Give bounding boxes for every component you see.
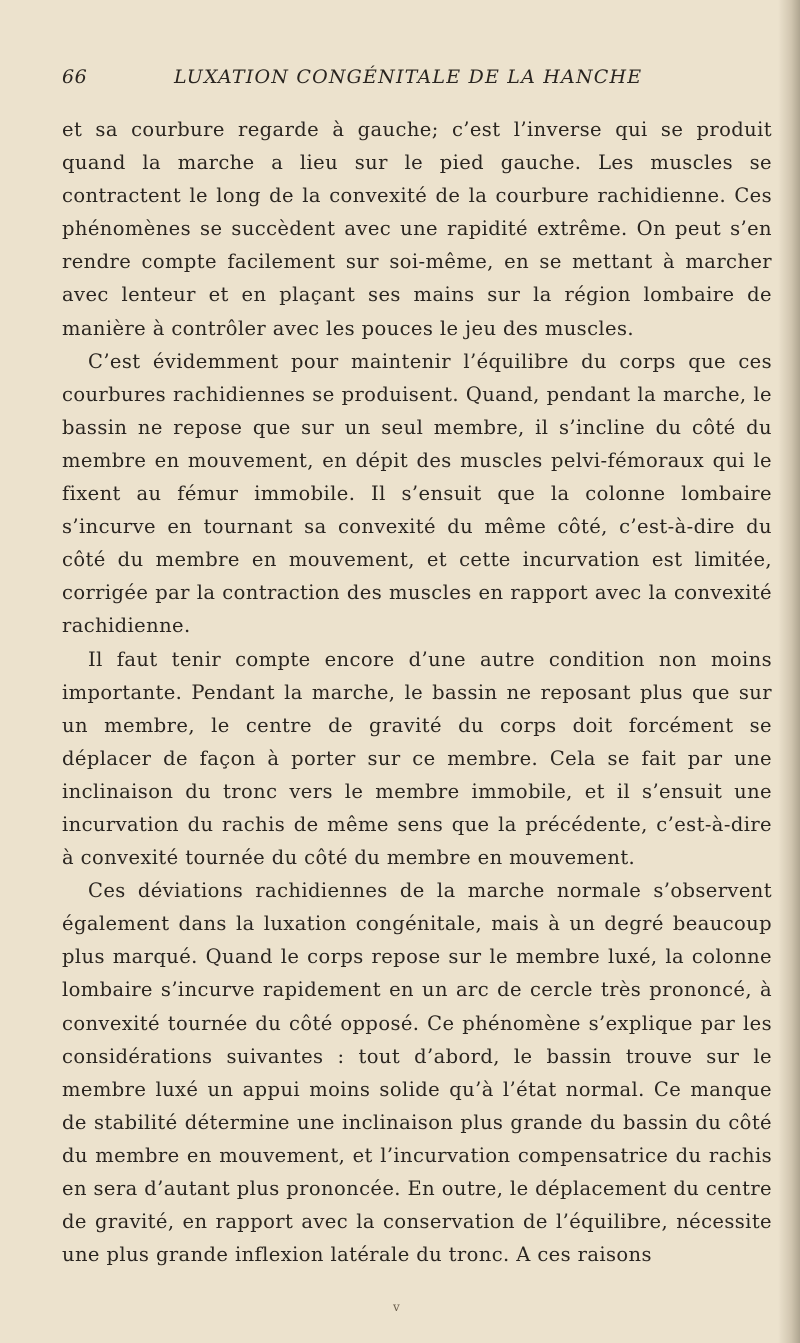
page-header — [62, 66, 762, 98]
stray-mark: v — [393, 1300, 400, 1314]
paragraph-2: C’est évidemment pour maintenir l’équilibre du corps que ces courbures rachidiennes se produisent. Quand, pendant la marche, le bassin ne repose que sur un seul membre, il s’incline du côté du membre en mouvement, en dépit des muscles pelvi-fémoraux qui le fixent au fémur immobile. Il s’ensuit que la colonne lombaire s’incurve en tournant sa convexité du même côté, c’est-à-dire du côté du membre en mouvement, et cette incurvation est limitée, corrigée par la contraction des muscles en rapport avec la convexité rachidienne. — [62, 349, 772, 638]
paragraph-1: et sa courbure regarde à gauche; c’est l’inverse qui se produit quand la marche a lieu sur le pied gauche. Les muscles se contractent le long de la convexité de la courbure rachidienne. Ces phénomènes se succèdent avec une rapidité extrême. On peut s’en rendre compte facilement sur soi-même, en se mettant à marcher avec lenteur et en plaçant ses mains sur la région lombaire de manière à contrôler avec les pouces le jeu des muscles. — [62, 118, 772, 340]
page-number: 66 — [62, 66, 88, 88]
page-edge-shadow — [778, 0, 800, 1343]
running-title: LUXATION CONGÉNITALE DE LA HANCHE — [174, 66, 643, 88]
paragraph-4: Ces déviations rachidiennes de la marche normale s’observent également dans la luxation congénitale, mais à un degré beaucoup plus marqué. Quand le corps repose sur le membre luxé, la colonne lombaire s’incurve rapidement en un arc de cercle très prononcé, à convexité tournée du côté opposé. Ce phénomène s’explique par les considérations suivantes : tout d’abord, le bassin trouve sur le membre luxé un appui moins solide qu’à l’état normal. Ce manque de stabilité détermine une inclinaison plus grande du bassin du côté du membre en mouvement, et l’incurvation compensatrice du rachis en sera d’autant plus prononcée. En outre, le déplacement du centre de gravité, en rapport avec la conservation de l’équilibre, nécessite une plus grande inflexion latérale du tronc. A ces raisons — [62, 879, 772, 1267]
paragraph-3: Il faut tenir compte encore d’une autre condition non moins importante. Pendant la marche, le bassin ne reposant plus que sur un membre, le centre de gravité du corps doit forcément se déplacer de façon à porter sur ce membre. Cela se fait par une inclinaison du tronc vers le membre immobile, et il s’ensuit une incurvation du rachis de même sens que la précédente, c’est-à-dire à convexité tournée du côté du membre en mouvement. — [62, 647, 772, 870]
body-text — [62, 113, 772, 1271]
